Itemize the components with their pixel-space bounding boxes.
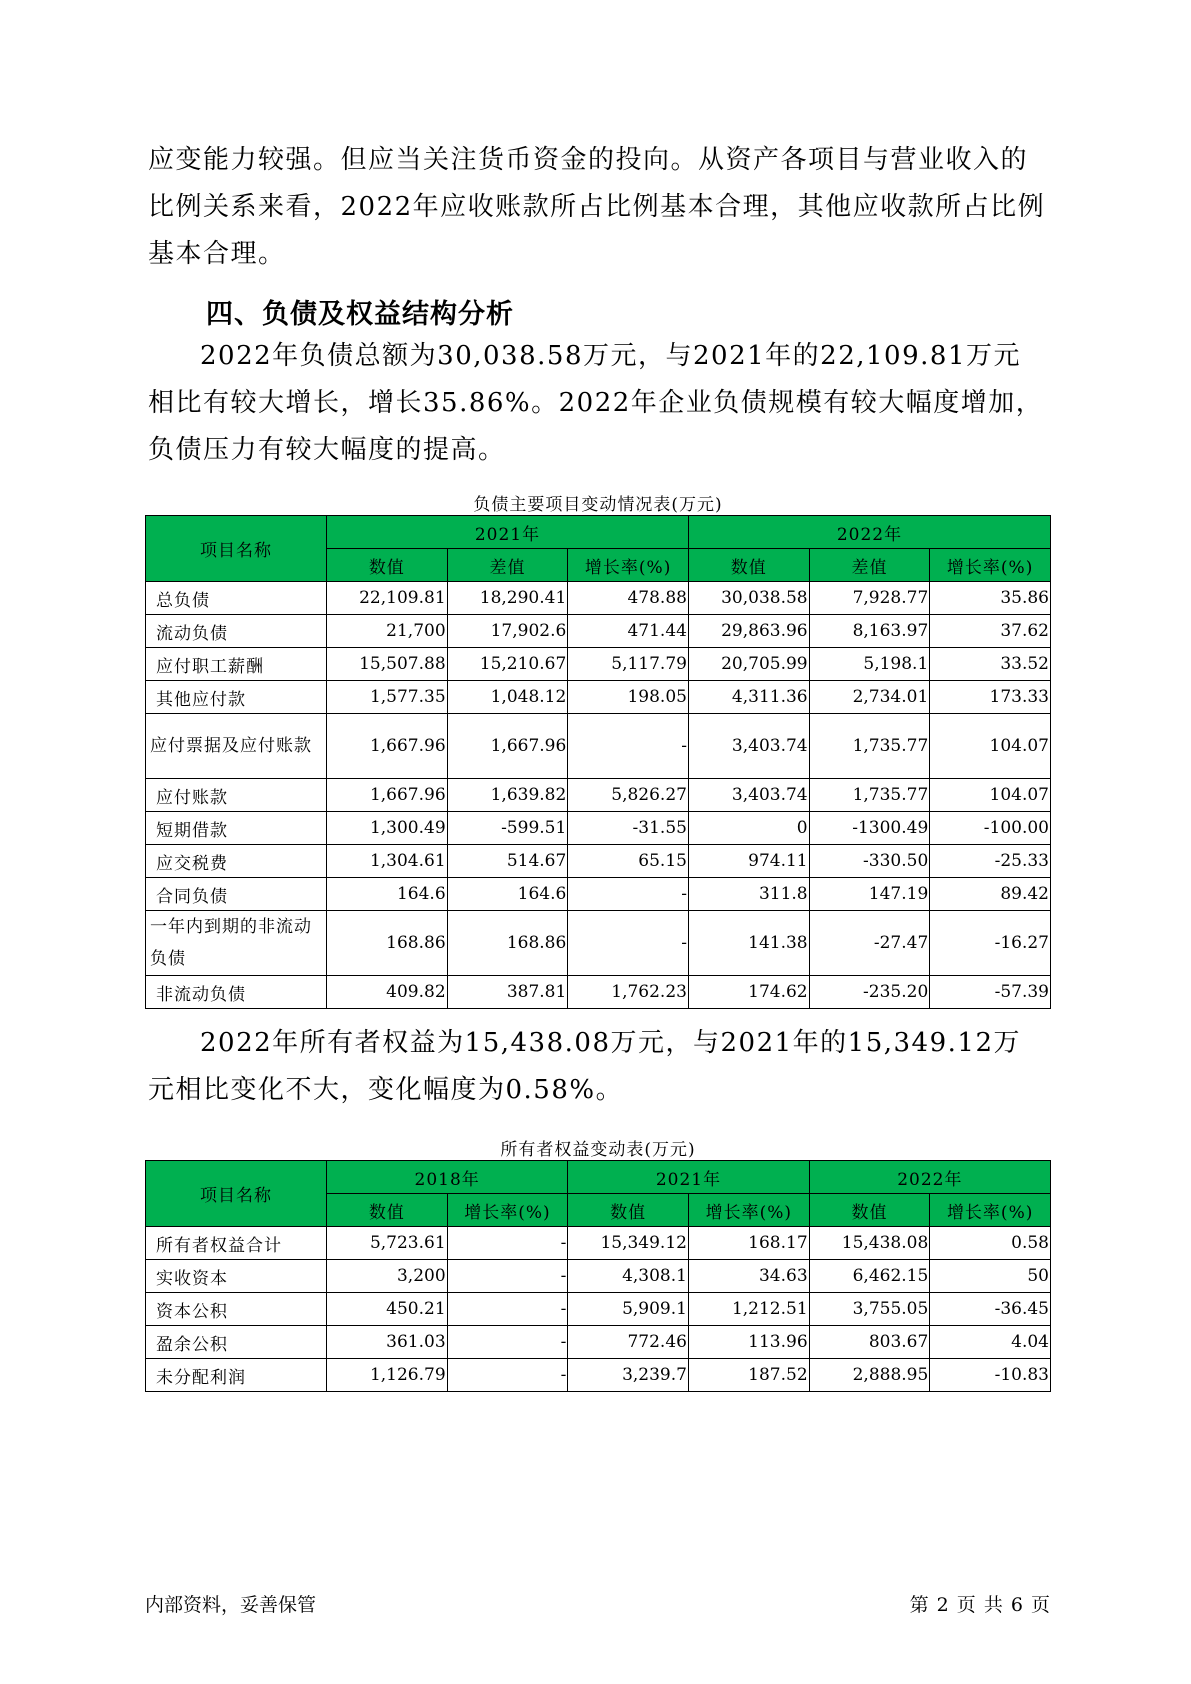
table-cell: 113.96	[688, 1326, 809, 1359]
table-row	[146, 714, 1051, 779]
equity-paragraph: 2022年所有者权益为15,438.08万元，与2021年的15,349.12万元相比变化不大，变化幅度为0.58%。	[148, 1028, 1021, 1105]
item-name-header: 项目名称	[146, 516, 327, 582]
table-cell: 5,723.61	[326, 1227, 447, 1260]
table-row	[146, 1359, 1051, 1392]
year-header: 2022年	[688, 516, 1050, 549]
row-item-name: 应付票据及应付账款	[146, 714, 327, 779]
table-cell: 168.17	[688, 1227, 809, 1260]
row-item-name: 所有者权益合计	[146, 1227, 327, 1260]
table-cell: 2,888.95	[809, 1359, 930, 1392]
table-cell: 1,577.35	[326, 681, 447, 714]
value-header: 数值	[326, 1194, 447, 1227]
table-cell: 22,109.81	[326, 582, 447, 615]
table-row	[146, 1326, 1051, 1359]
table-cell: 17,902.6	[447, 615, 568, 648]
table-cell: -330.50	[809, 845, 930, 878]
table-cell: 1,639.82	[447, 779, 568, 812]
growth-rate-header: 增长率(%)	[447, 1194, 568, 1227]
table-cell: 974.11	[688, 845, 809, 878]
table-cell: 6,462.15	[809, 1260, 930, 1293]
diff-header: 差值	[447, 549, 568, 582]
equity-table-caption: 所有者权益变动表(万元)	[500, 1140, 696, 1160]
table-cell: -599.51	[447, 812, 568, 845]
table-cell: 1,735.77	[809, 779, 930, 812]
table-cell: 3,200	[326, 1260, 447, 1293]
table-cell: 174.62	[688, 976, 809, 1009]
table-cell: 198.05	[568, 681, 689, 714]
table-cell: 387.81	[447, 976, 568, 1009]
table-cell: 8,163.97	[809, 615, 930, 648]
table-cell: 361.03	[326, 1326, 447, 1359]
table-cell: 1,667.96	[326, 779, 447, 812]
table-cell: 0.58	[930, 1227, 1051, 1260]
table-cell: 104.07	[930, 714, 1051, 779]
footer-confidential-note: 内部资料，妥善保管	[145, 1594, 317, 1616]
table-cell: 1,048.12	[447, 681, 568, 714]
equity-table	[145, 1160, 1051, 1392]
table-cell: 1,304.61	[326, 845, 447, 878]
row-item-name: 流动负债	[146, 615, 327, 648]
table-cell: 187.52	[688, 1359, 809, 1392]
table-row	[146, 681, 1051, 714]
table-row	[146, 779, 1051, 812]
table-row	[146, 615, 1051, 648]
table-cell: 2,734.01	[809, 681, 930, 714]
table-cell: 5,909.1	[568, 1293, 689, 1326]
table-row	[146, 878, 1051, 911]
table-cell: 0	[688, 812, 809, 845]
table-cell: 30,038.58	[688, 582, 809, 615]
table-row	[146, 1293, 1051, 1326]
table-cell: 1,667.96	[326, 714, 447, 779]
table-cell: 3,755.05	[809, 1293, 930, 1326]
table-cell: -16.27	[930, 911, 1051, 976]
table-cell: 29,863.96	[688, 615, 809, 648]
item-name-header: 项目名称	[146, 1161, 327, 1227]
table-cell: -	[447, 1326, 568, 1359]
row-item-name: 资本公积	[146, 1293, 327, 1326]
year-header: 2018年	[326, 1161, 567, 1194]
table-cell: 164.6	[447, 878, 568, 911]
liability-table-caption: 负债主要项目变动情况表(万元)	[473, 495, 723, 515]
row-item-name: 非流动负债	[146, 976, 327, 1009]
table-cell: 147.19	[809, 878, 930, 911]
table-cell: -	[568, 714, 689, 779]
table-cell: 3,403.74	[688, 779, 809, 812]
table-cell: -10.83	[930, 1359, 1051, 1392]
table-cell: -25.33	[930, 845, 1051, 878]
table-cell: 65.15	[568, 845, 689, 878]
table-row	[146, 1227, 1051, 1260]
table-cell: 141.38	[688, 911, 809, 976]
table-cell: 18,290.41	[447, 582, 568, 615]
year-header: 2021年	[568, 1161, 809, 1194]
table-cell: 3,239.7	[568, 1359, 689, 1392]
table-cell: -	[568, 878, 689, 911]
value-header: 数值	[809, 1194, 930, 1227]
value-header: 数值	[326, 549, 447, 582]
footer-page-number: 第 2 页 共 6 页	[909, 1594, 1051, 1616]
value-header: 数值	[568, 1194, 689, 1227]
table-cell: 21,700	[326, 615, 447, 648]
year-header: 2021年	[326, 516, 688, 549]
table-cell: -57.39	[930, 976, 1051, 1009]
table-cell: 7,928.77	[809, 582, 930, 615]
year-header: 2022年	[809, 1161, 1050, 1194]
row-item-name: 一年内到期的非流动负债	[146, 911, 327, 976]
growth-rate-header: 增长率(%)	[568, 549, 689, 582]
table-cell: 3,403.74	[688, 714, 809, 779]
row-item-name: 其他应付款	[146, 681, 327, 714]
diff-header: 差值	[809, 549, 930, 582]
row-item-name: 盈余公积	[146, 1326, 327, 1359]
table-cell: 104.07	[930, 779, 1051, 812]
table-cell: 164.6	[326, 878, 447, 911]
growth-rate-header: 增长率(%)	[930, 1194, 1051, 1227]
row-item-name: 合同负债	[146, 878, 327, 911]
table-row	[146, 812, 1051, 845]
table-row	[146, 845, 1051, 878]
table-cell: 450.21	[326, 1293, 447, 1326]
table-cell: 34.63	[688, 1260, 809, 1293]
table-cell: 15,349.12	[568, 1227, 689, 1260]
table-cell: 20,705.99	[688, 648, 809, 681]
row-item-name: 未分配利润	[146, 1359, 327, 1392]
table-cell: 168.86	[447, 911, 568, 976]
table-cell: -1300.49	[809, 812, 930, 845]
table-cell: 5,117.79	[568, 648, 689, 681]
table-cell: 15,210.67	[447, 648, 568, 681]
table-cell: 89.42	[930, 878, 1051, 911]
table-cell: -27.47	[809, 911, 930, 976]
row-item-name: 总负债	[146, 582, 327, 615]
liability-paragraph: 2022年负债总额为30,038.58万元，与2021年的22,109.81万元相比有较大增长，增长35.86%。2022年企业负债规模有较大幅度增加，负债压力有较大幅度的提高。	[148, 341, 1044, 465]
table-cell: 5,826.27	[568, 779, 689, 812]
table-cell: 311.8	[688, 878, 809, 911]
table-cell: 15,438.08	[809, 1227, 930, 1260]
table-cell: 173.33	[930, 681, 1051, 714]
table-cell: 35.86	[930, 582, 1051, 615]
table-cell: 478.88	[568, 582, 689, 615]
table-cell: -36.45	[930, 1293, 1051, 1326]
table-row	[146, 648, 1051, 681]
row-item-name: 应付职工薪酬	[146, 648, 327, 681]
table-cell: -100.00	[930, 812, 1051, 845]
table-cell: 4,311.36	[688, 681, 809, 714]
table-cell: -	[568, 911, 689, 976]
table-cell: 803.67	[809, 1326, 930, 1359]
section-heading: 四、负债及权益结构分析	[206, 299, 514, 330]
table-cell: 1,212.51	[688, 1293, 809, 1326]
row-item-name: 实收资本	[146, 1260, 327, 1293]
table-cell: 15,507.88	[326, 648, 447, 681]
liability-table	[145, 515, 1051, 1009]
table-cell: 50	[930, 1260, 1051, 1293]
table-cell: -	[447, 1359, 568, 1392]
table-cell: 33.52	[930, 648, 1051, 681]
table-cell: 1,667.96	[447, 714, 568, 779]
table-cell: 1,300.49	[326, 812, 447, 845]
table-cell: 409.82	[326, 976, 447, 1009]
row-item-name: 应交税费	[146, 845, 327, 878]
table-cell: 1,126.79	[326, 1359, 447, 1392]
table-cell: -235.20	[809, 976, 930, 1009]
table-cell: 1,762.23	[568, 976, 689, 1009]
table-cell: -	[447, 1293, 568, 1326]
table-row	[146, 1260, 1051, 1293]
value-header: 数值	[688, 549, 809, 582]
table-cell: 4.04	[930, 1326, 1051, 1359]
table-cell: 5,198.1	[809, 648, 930, 681]
table-cell: 37.62	[930, 615, 1051, 648]
table-cell: 772.46	[568, 1326, 689, 1359]
intro-paragraph: 应变能力较强。但应当关注货币资金的投向。从资产各项目与营业收入的比例关系来看，2022年应收账款所占比例基本合理，其他应收款所占比例基本合理。	[148, 145, 1046, 269]
table-cell: -31.55	[568, 812, 689, 845]
table-row	[146, 911, 1051, 976]
table-cell: 471.44	[568, 615, 689, 648]
table-cell: 514.67	[447, 845, 568, 878]
table-cell: 1,735.77	[809, 714, 930, 779]
table-row	[146, 582, 1051, 615]
row-item-name: 短期借款	[146, 812, 327, 845]
table-cell: 168.86	[326, 911, 447, 976]
table-cell: 4,308.1	[568, 1260, 689, 1293]
table-cell: -	[447, 1227, 568, 1260]
growth-rate-header: 增长率(%)	[930, 549, 1051, 582]
table-cell: -	[447, 1260, 568, 1293]
table-row	[146, 976, 1051, 1009]
row-item-name: 应付账款	[146, 779, 327, 812]
growth-rate-header: 增长率(%)	[688, 1194, 809, 1227]
